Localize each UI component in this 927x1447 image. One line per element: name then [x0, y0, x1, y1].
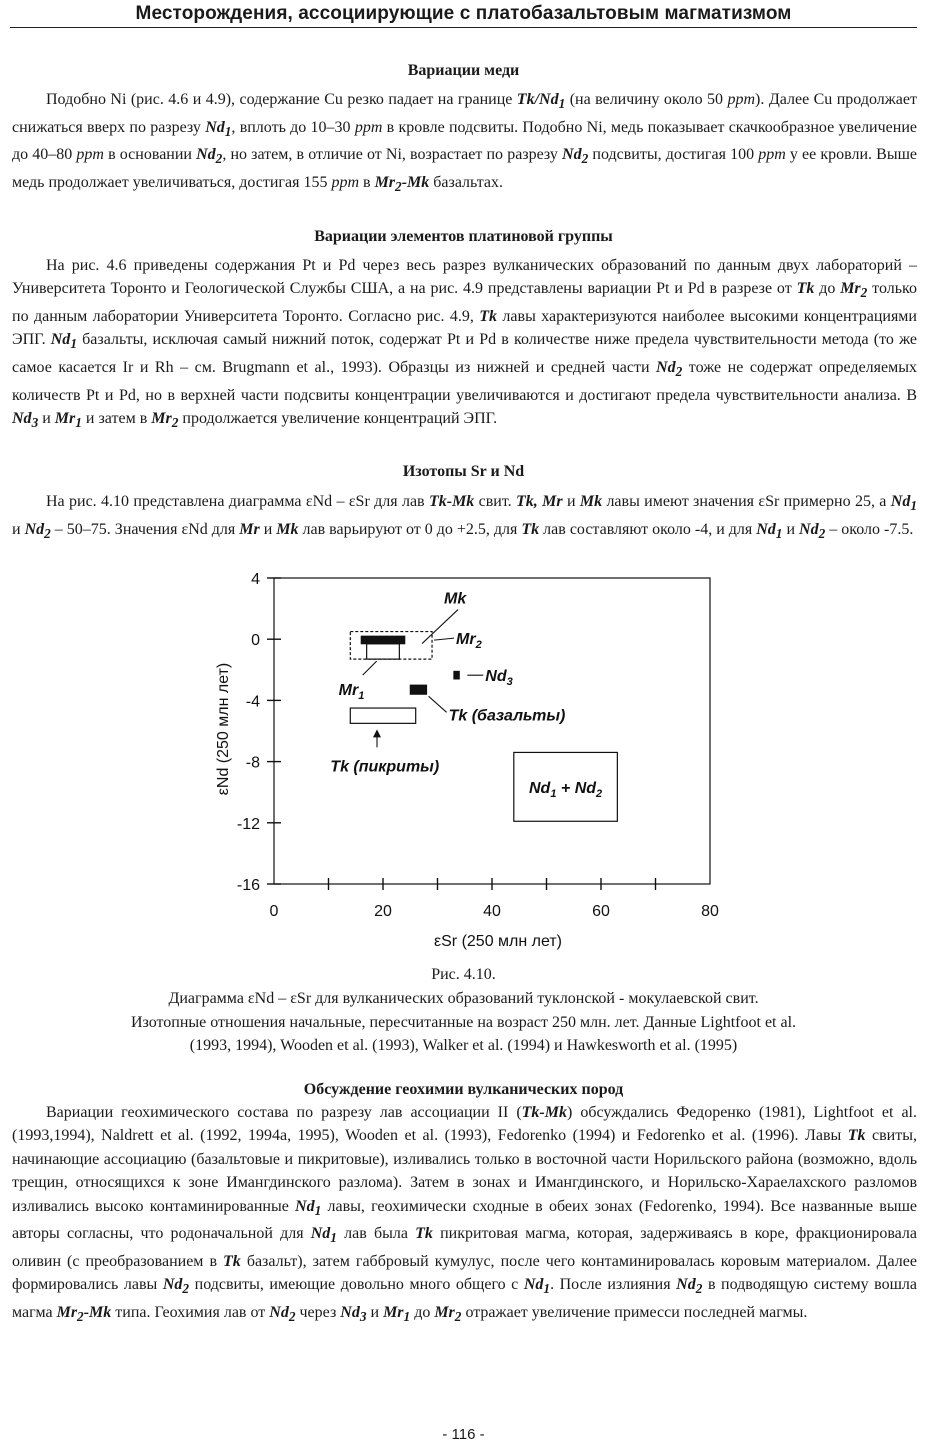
figure-4-10-chart: [190, 566, 750, 958]
section-title-isotopes: Изотопы Sr и Nd: [402, 463, 525, 480]
y-tick-label: -8: [245, 754, 260, 772]
y-tick-label: 0: [251, 632, 260, 650]
paragraph-isotopes: На рис. 4.10 представлена диаграмма εNd – εSr для лав Tk-Mk свит. Tk, Mr и Mk лавы имеют значения εSr примерно 25, а $Nd_1$ и $Nd_2 - 50-75$. Значения εNd для Mr и Mk лав варьируют от 0 до +2.5, для Tk лав составляют около -4, и для $Nd_1$ и $Nd_2$ – около -7.5.: [12, 493, 917, 541]
x-tick-label: 80: [701, 903, 719, 920]
section-title-copper: Вариации меди: [407, 62, 520, 79]
label-mr1: $Mr_1$: [338, 682, 365, 703]
header-rule: [10, 27, 917, 28]
x-tick-label: 0: [269, 903, 279, 920]
leader-mr2: [434, 638, 454, 640]
leader-tk-basalt: [429, 696, 447, 712]
section-title-pge: Вариации элементов платиновой группы: [314, 228, 613, 245]
field-tk-basalt: [410, 685, 426, 694]
y-tick-label: -4: [245, 693, 260, 711]
figure-label: Рис. 4.10.: [431, 966, 496, 983]
figure-caption-line-3: (1993, 1994), Wooden et al. (1993), Walker et al. (1994) и Hawkesworth et al. (1995): [189, 1037, 738, 1054]
label-mr2: $Mr_2$: [456, 631, 482, 652]
paragraph-pge: На рис. 4.6 приведены содержания Pt и Pd через весь разрез вулканических образований по данным двух лабораторий – Университета Торонто и Геологической Службы США, а на рис. 4.9 представлены вариации Pt и Pd в разрезе от Tk до $Mr_2$ только по данным лаборатории Университета Торонто. Согласно рис. 4.9, Tk лавы характеризуются наиболее высокими концентрациями ЭПГ. $Nd_1$ базальты, исключая самый нижний поток, содержат Pt и Pd в количестве ниже предела чувствительности метода (то же самое касается Ir и Rh – см. Brugmann et al., 1993). Образцы из нижней и средней части $Nd_2$ тоже не содержат определяемых количеств Pt и Pd, но в верхней части подсвиты концентрации увеличиваются и достигают предела чувствительности анализа. В $Nd_3$ и $Mr_1$ и затем в $Mr_2$ продолжается увеличение концентраций ЭПГ.: [12, 257, 918, 431]
field-mr1: [367, 644, 400, 659]
x-tick-label: 40: [483, 903, 501, 920]
plot-frame: [274, 578, 710, 884]
label-nd3: $Nd_3$: [485, 668, 513, 689]
section-title-discussion: Обсуждение геохимии вулканических пород: [303, 1081, 624, 1098]
x-tick-label: 20: [374, 903, 392, 920]
chart-annotations: [330, 591, 602, 800]
field-nd3: [454, 671, 459, 679]
leader-mr1: [363, 661, 377, 675]
figure-caption-line-1: Диаграмма εNd – εSr для вулканических образований туклонской - мокулаевской свит.: [168, 990, 759, 1007]
label-tk-basalt: Tk (базальты): [448, 707, 566, 725]
arrow-head-tk-picrite: [373, 729, 381, 737]
paragraph-discussion: Вариации геохимического состава по разрезу лав ассоциации II (Tk-Mk) обсуждались Федоренко (1981), Lightfoot et al. (1993,1994), Naldrett et al. (1992, 1994a, 1995), Wooden et al. (1993), Fedorenko (1994) и Fedorenko et al. (1996). Лавы Tk свиты, начинающие ассоциацию (базальтовые и пикритовые), изливались только в восточной части Норильского района (возможно, вдоль трещин, относящихся к зоне Имангдинского разлома). Затем в зонах и Имангдинского, и Норильско-Хараелахского разломов изливались высоко контаминированные $Nd_1$ лавы, геохимически сходные в обеих зонах (Fedorenko, 1994). Все названные выше авторы согласны, что родоначальной для $Nd_1$ лав была Tk пикритовая магма, которая, задерживаясь в коре, фракционировала оливин (с преобразованием в Tk базальт), затем габбровый кумулус, после чего контаминировалась коровым материалом. Далее формировались лавы $Nd_2$ подсвиты, имеющие довольно много общего с $Nd_1$. После излияния $Nd_2$ в подводящую систему вошла магма $Mr_2-Mk$ типа. Геохимия лав от $Nd_2$ через $Nd_3$ и $Mr_1$ до $Mr_2$ отражает увеличение примесси последней магмы.: [12, 1104, 918, 1324]
label-nd1-nd2: $Nd_1 + Nd_2$: [529, 779, 603, 800]
field-mr2: [361, 636, 405, 644]
running-header: Месторождения, ассоциирующие с платобазальтовым магматизмом: [135, 3, 792, 24]
y-tick-label: 4: [251, 571, 260, 588]
field-tk-picrite: [350, 708, 415, 723]
y-axis-label: εNd (250 млн лет): [215, 662, 232, 796]
x-axis-label: εSr (250 млн лет): [433, 933, 563, 950]
y-tick-label: -16: [236, 877, 260, 894]
label-tk-picrite: Tk (пикриты): [330, 758, 440, 776]
y-tick-label: -12: [236, 815, 260, 833]
paragraph-copper: Подобно Ni (рис. 4.6 и 4.9), содержание Cu резко падает на границе $Tk/Nd_1$ (на величину около 50 ppm). Далее Cu продолжает снижаться вверх по разрезу $Nd_1$, вплоть до 10–30 ppm в кровле подсвиты. Подобно Ni, медь показывает скачкообразное увеличение до 40–80 ppm в основании $Nd_2$, но затем, в отличие от Ni, возрастает по разрезу $Nd_2$ подсвиты, достигая 100 ppm у ее кровли. Выше медь продолжает увеличиваться, достигая 155 ppm в $Mr_2-Mk$ базальтах.: [12, 91, 918, 194]
page-number: - 116 -: [442, 1426, 485, 1443]
chart-axes: [215, 571, 719, 950]
figure-caption-line-2: Изотопные отношения начальные, пересчитанные на возраст 250 млн. лет. Данные Lightfoot et al.: [130, 1014, 797, 1031]
label-mk: Mk: [444, 590, 467, 608]
x-tick-label: 60: [592, 903, 610, 920]
